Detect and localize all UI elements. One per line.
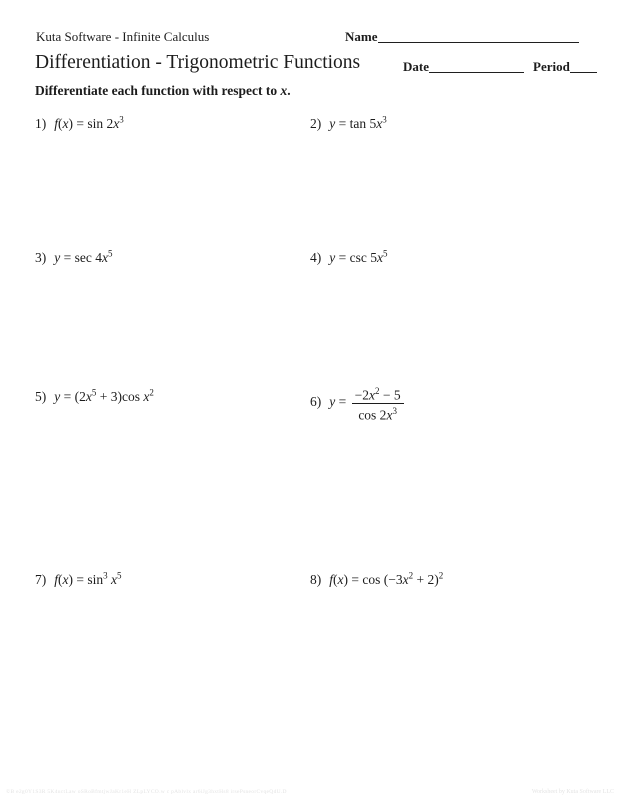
math-expression: $f(x) = \sin^3 x^5$ xyxy=(54,570,122,587)
date-label: Date xyxy=(403,59,429,74)
problem-number: 5) xyxy=(35,388,47,404)
problem-3 xyxy=(35,245,112,266)
name-label: Name xyxy=(345,29,378,44)
period-label: Period xyxy=(533,59,570,74)
worksheet-by-text: Worksheet by Kuta Software LLC xyxy=(531,789,614,795)
problem-number: 6) xyxy=(310,394,322,410)
math-expression: $y = \csc 5x^5$ xyxy=(329,248,388,265)
math-expression: $y = (2x^5 + 3)\cos$ $x^2$ xyxy=(54,387,154,404)
math-expression: $f(x) = \sin 2x^3$ xyxy=(54,114,124,131)
problem-number: 2) xyxy=(310,115,322,131)
fraction-numerator: $-2x^2 - 5$ xyxy=(354,386,401,403)
math-expression: y = $\frac{-2x^2 - 5}{\cos 2x^3}$ xyxy=(329,394,403,409)
problem-4 xyxy=(310,245,387,266)
problem-8 xyxy=(310,567,443,588)
fraction xyxy=(352,384,404,422)
problem-number: 3) xyxy=(35,249,47,265)
period-blank-line xyxy=(570,60,597,73)
math-expression: $y = \sec 4x^5$ xyxy=(54,248,113,265)
license-text: ©B e2g0Y1S3R 5K4uctLaw oSRoBfmtjwJaKr1eH ZLpLYCO.w c pAblvlx ar6iJg3hxtHs8 irsePsneorCvqeQdU.D xyxy=(6,789,287,795)
problem-number: 7) xyxy=(35,571,47,587)
instructions-text: Differentiate each function with respect to x. xyxy=(35,83,291,98)
problem-number: 1) xyxy=(35,115,47,131)
page-title: Differentiation - Trigonometric Functions xyxy=(35,52,361,73)
problem-6 xyxy=(310,384,404,422)
fraction-denominator: $\cos 2x^3$ xyxy=(352,403,404,423)
problem-1 xyxy=(35,111,124,132)
date-period-fields xyxy=(403,59,597,75)
problem-number: 4) xyxy=(310,249,322,265)
name-blank-line xyxy=(378,30,579,43)
problem-5 xyxy=(35,384,154,405)
problem-number: 8) xyxy=(310,571,322,587)
date-blank-line xyxy=(429,60,524,73)
math-expression: $y = \tan 5x^3$ xyxy=(329,114,387,131)
name-field xyxy=(345,29,579,45)
math-expression: $f(x) = \cos (-3x^2 + 2)^2$ xyxy=(329,570,444,587)
problem-7 xyxy=(35,567,122,588)
brand-text: Kuta Software - Infinite Calculus xyxy=(36,29,210,44)
problem-2 xyxy=(310,111,387,132)
